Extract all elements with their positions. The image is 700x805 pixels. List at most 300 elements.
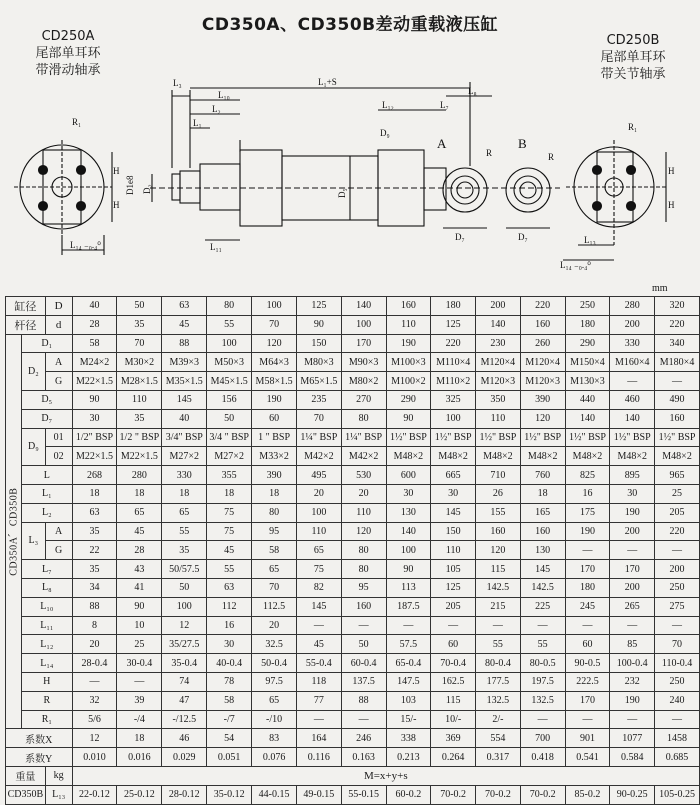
unit-label: mm [652, 283, 668, 294]
table-cell: 39 [117, 691, 162, 710]
table-cell: — [341, 616, 386, 635]
bore-cell: 250 [565, 297, 610, 316]
table-cell: 0.685 [655, 748, 700, 767]
drawing-label-a: A [437, 136, 447, 151]
row-key: D₉ [22, 428, 46, 466]
table-cell: 90 [386, 560, 431, 579]
table-cell: 1458 [655, 729, 700, 748]
table-cell: 140 [610, 409, 655, 428]
table-cell: 170 [610, 560, 655, 579]
table-row [6, 409, 700, 428]
table-cell: 18 [162, 484, 207, 503]
table-cell: 18 [72, 484, 117, 503]
table-cell: 45 [117, 522, 162, 541]
table-cell: 100 [162, 597, 207, 616]
table-cell: 190 [386, 334, 431, 353]
table-cell: 390 [520, 390, 565, 409]
table-cell: 35-0.12 [207, 785, 252, 804]
table-cell: 25 [117, 635, 162, 654]
table-cell: 132.5 [476, 691, 521, 710]
drawing-label-d2: D₂ [142, 184, 152, 194]
rod-cell: 28 [72, 315, 117, 334]
table-cell: 200 [610, 522, 655, 541]
table-cell: 74 [162, 672, 207, 691]
table-cell: 156 [207, 390, 252, 409]
row-key: R₁ [22, 710, 73, 729]
table-cell: 50 [162, 578, 207, 597]
table-cell: M120×3 [476, 372, 521, 391]
rod-header: 杆径 [6, 315, 46, 334]
table-cell: 60 [252, 409, 297, 428]
rod-cell: 35 [117, 315, 162, 334]
drawing-label-l1: L₁ [193, 118, 202, 128]
table-cell: 85-0.2 [565, 785, 610, 804]
table-cell: 60-0.4 [341, 654, 386, 673]
row-subkey: 02 [45, 447, 72, 466]
table-cell: 100 [207, 334, 252, 353]
table-cell: 0.163 [341, 748, 386, 767]
table-cell: 290 [565, 334, 610, 353]
table-row-weight [6, 766, 700, 785]
table-cell: M42×2 [341, 447, 386, 466]
table-cell: M42×2 [296, 447, 341, 466]
drawing-label-l12: L₁₂ [382, 100, 394, 110]
table-cell: 80 [341, 541, 386, 560]
table-row [6, 447, 700, 466]
table-cell: 90 [72, 390, 117, 409]
drawing-label-b: B [518, 136, 527, 151]
table-cell: — [476, 616, 521, 635]
table-cell: M30×2 [117, 353, 162, 372]
bore-cell: 160 [386, 297, 431, 316]
cd250a-desc2: 带滑动轴承 [35, 63, 101, 78]
table-cell: 45 [296, 635, 341, 654]
table-cell: 35 [117, 409, 162, 428]
table-cell: 22-0.12 [72, 785, 117, 804]
table-cell: 43 [117, 560, 162, 579]
table-cell: M48×2 [431, 447, 476, 466]
table-cell: — [565, 710, 610, 729]
drawing-label-d1e8: D1e8 [125, 175, 135, 195]
table-cell: 70-0.2 [476, 785, 521, 804]
table-cell: M22×1.5 [72, 372, 117, 391]
drawing-label-r1-left: R₁ [72, 117, 82, 127]
row-key: L₁₀ [22, 597, 73, 616]
table-cell: 700 [520, 729, 565, 748]
table-cell: 0.010 [72, 748, 117, 767]
table-cell: 895 [610, 466, 655, 485]
drawing-label-l2: L₂ [212, 104, 221, 114]
table-cell: 32.5 [252, 635, 297, 654]
table-cell: 22 [72, 541, 117, 560]
table-cell: 1½" BSP [386, 428, 431, 447]
table-cell: 100 [296, 503, 341, 522]
table-cell: 235 [296, 390, 341, 409]
row-key: L₁ [22, 484, 73, 503]
table-cell: M80×3 [296, 353, 341, 372]
table-cell: 147.5 [386, 672, 431, 691]
table-cell: 80 [252, 503, 297, 522]
table-cell: 177.5 [476, 672, 521, 691]
rod-cell: 125 [431, 315, 476, 334]
table-cell: 25-0.12 [117, 785, 162, 804]
row-key: D₇ [22, 409, 73, 428]
cd250b-desc2: 带关节轴承 [600, 67, 666, 82]
table-cell: 70 [252, 578, 297, 597]
table-cell: 28 [117, 541, 162, 560]
table-cell: — [610, 541, 655, 560]
bore-cell: 320 [655, 297, 700, 316]
table-cell: 155 [476, 503, 521, 522]
table-cell: 0.317 [476, 748, 521, 767]
table-row [6, 616, 700, 635]
table-cell: 18 [117, 729, 162, 748]
table-cell: 65 [117, 503, 162, 522]
table-cell: 0.418 [520, 748, 565, 767]
table-cell: 180 [565, 578, 610, 597]
table-cell: 60 [431, 635, 476, 654]
drawing-label-h-right-2: H [668, 200, 675, 210]
table-cell: 5/6 [72, 710, 117, 729]
table-cell: 460 [610, 390, 655, 409]
table-cell: 125 [431, 578, 476, 597]
table-cell: — [520, 616, 565, 635]
table-cell: 165 [520, 503, 565, 522]
table-cell: 3/4 " BSP [207, 428, 252, 447]
row-subkey: G [45, 372, 72, 391]
table-cell: 65 [252, 560, 297, 579]
table-row [6, 691, 700, 710]
table-cell: 1½" BSP [476, 428, 521, 447]
table-row [6, 503, 700, 522]
table-cell: 268 [72, 466, 117, 485]
table-cell: 55 [476, 635, 521, 654]
table-cell: 110 [476, 409, 521, 428]
table-cell: 35 [72, 522, 117, 541]
table-row [6, 353, 700, 372]
table-cell: 85 [610, 635, 655, 654]
table-cell: 40 [162, 409, 207, 428]
table-cell: 132.5 [520, 691, 565, 710]
table-cell: 10/- [431, 710, 476, 729]
drawing-label-l7: L₇ [440, 100, 449, 110]
rod-cell: 55 [207, 315, 252, 334]
rod-cell: 160 [520, 315, 565, 334]
table-row [6, 428, 700, 447]
drawing-label-r1-right: R₁ [628, 122, 638, 132]
table-cell: 80-0.4 [476, 654, 521, 673]
drawing-label-l11: L₁₁ [210, 242, 222, 252]
table-cell: 118 [296, 672, 341, 691]
table-cell: 250 [655, 672, 700, 691]
drawing-label-l3: L₃ [173, 78, 182, 88]
table-row-rod [6, 315, 700, 334]
table-cell: 230 [476, 334, 521, 353]
row-key: D₅ [22, 390, 73, 409]
table-cell: M120×4 [476, 353, 521, 372]
table-cell: 30-0.4 [117, 654, 162, 673]
table-cell: 12 [72, 729, 117, 748]
table-cell: 110 [431, 541, 476, 560]
weight-unit: kg [45, 766, 72, 785]
table-cell: 190 [252, 390, 297, 409]
table-cell: 3/4" BSP [162, 428, 207, 447]
drawing-label-h-right-1: H [668, 166, 675, 176]
table-cell: 65 [252, 691, 297, 710]
table-cell: 200 [610, 578, 655, 597]
rod-cell: 70 [252, 315, 297, 334]
table-cell: 1½" BSP [565, 428, 610, 447]
rod-cell: 110 [386, 315, 431, 334]
table-cell: 30 [72, 409, 117, 428]
table-cell: 80-0.5 [520, 654, 565, 673]
table-cell: 220 [655, 522, 700, 541]
table-cell: 600 [386, 466, 431, 485]
table-cell: 50 [341, 635, 386, 654]
weight-formula: M=x+y+s [72, 766, 699, 785]
table-cell: 1077 [610, 729, 655, 748]
table-cell: M22×1.5 [72, 447, 117, 466]
row-subkey: 01 [45, 428, 72, 447]
table-row [6, 334, 700, 353]
drawing-label-l1s: L₁+S [318, 77, 337, 87]
table-cell: 246 [341, 729, 386, 748]
table-cell: 205 [655, 503, 700, 522]
table-cell: 34 [72, 578, 117, 597]
table-cell: 8 [72, 616, 117, 635]
table-cell: 50-0.4 [252, 654, 297, 673]
rod-cell: 180 [565, 315, 610, 334]
table-cell: 44-0.15 [252, 785, 297, 804]
table-cell: 75 [207, 503, 252, 522]
table-cell: 30 [207, 635, 252, 654]
table-cell: M150×4 [565, 353, 610, 372]
table-cell: M120×3 [520, 372, 565, 391]
table-cell: M65×1.5 [296, 372, 341, 391]
table-cell: 18 [520, 484, 565, 503]
table-cell: -/4 [117, 710, 162, 729]
table-cell: 49-0.15 [296, 785, 341, 804]
bore-cell: 63 [162, 297, 207, 316]
table-cell: 1/2 " BSP [117, 428, 162, 447]
drawing-label-d7-b: D₇ [518, 232, 528, 242]
table-row-bore [6, 297, 700, 316]
table-cell: -/7 [207, 710, 252, 729]
table-cell: 58 [72, 334, 117, 353]
table-cell: M22×1.5 [117, 447, 162, 466]
table-cell: 35 [162, 541, 207, 560]
table-cell: 0.116 [296, 748, 341, 767]
table-cell: M180×4 [655, 353, 700, 372]
table-cell: 330 [162, 466, 207, 485]
table-cell: 137.5 [341, 672, 386, 691]
table-cell: M160×4 [610, 353, 655, 372]
table-cell: 0.541 [565, 748, 610, 767]
table-cell: — [386, 616, 431, 635]
table-cell: 110 [117, 390, 162, 409]
cd250b-model: CD250B [606, 33, 660, 48]
table-cell: 142.5 [520, 578, 565, 597]
table-cell: 63 [72, 503, 117, 522]
rod-cell: 100 [341, 315, 386, 334]
table-cell: 260 [520, 334, 565, 353]
table-cell: M24×2 [72, 353, 117, 372]
table-row [6, 560, 700, 579]
table-cell: 80 [341, 409, 386, 428]
table-cell: 60 [565, 635, 610, 654]
bore-symbol: D [45, 297, 72, 316]
table-cell: 170 [341, 334, 386, 353]
drawing-label-d5: D₅ [337, 188, 347, 198]
row-subkey: A [45, 522, 72, 541]
table-cell: 250 [655, 578, 700, 597]
table-cell: 1½" BSP [431, 428, 476, 447]
drawing-label-l10: L₁₀ [218, 90, 230, 100]
table-cell: 105 [431, 560, 476, 579]
table-cell: — [520, 710, 565, 729]
table-cell: 30 [610, 484, 655, 503]
table-cell: 1 " BSP [252, 428, 297, 447]
drawing-label-h-left-1: H [113, 166, 120, 176]
table-cell: 40-0.4 [207, 654, 252, 673]
table-cell: 130 [386, 503, 431, 522]
bore-cell: 100 [252, 297, 297, 316]
table-cell: — [296, 710, 341, 729]
rod-cell: 220 [655, 315, 700, 334]
table-cell: 200 [655, 560, 700, 579]
bore-cell: 125 [296, 297, 341, 316]
drawing-label-l14-right: L₁₄ ₋₀.₄⁰ [560, 260, 591, 270]
table-cell: 95 [252, 522, 297, 541]
table-cell: 90-0.25 [610, 785, 655, 804]
table-cell: — [610, 710, 655, 729]
table-cell: 70 [296, 409, 341, 428]
drawing-label-l14-left: L₁₄ ₋₀.₄⁰ [70, 240, 101, 250]
table-cell: 15/- [386, 710, 431, 729]
table-cell: 70-0.2 [431, 785, 476, 804]
table-cell: 0.016 [117, 748, 162, 767]
row-key: H [22, 672, 73, 691]
table-cell: 215 [476, 597, 521, 616]
table-cell: 665 [431, 466, 476, 485]
table-cell: 120 [252, 334, 297, 353]
table-cell: M48×2 [565, 447, 610, 466]
table-cell: M58×1.5 [252, 372, 297, 391]
rod-cell: 90 [296, 315, 341, 334]
table-cell: 440 [565, 390, 610, 409]
table-cell: 110 [296, 522, 341, 541]
weight-label: 重量 [6, 766, 46, 785]
table-cell: 58 [207, 691, 252, 710]
table-cell: 97.5 [252, 672, 297, 691]
table-cell: 20 [296, 484, 341, 503]
table-cell: 240 [655, 691, 700, 710]
cd250a-desc1: 尾部单耳环 [35, 46, 101, 61]
table-cell: 110-0.4 [655, 654, 700, 673]
table-cell: 88 [341, 691, 386, 710]
row-key: D₂ [22, 353, 46, 391]
table-cell: 115 [431, 691, 476, 710]
row-key: L₇ [22, 560, 73, 579]
table-cell: 1½" BSP [520, 428, 565, 447]
table-cell: 88 [72, 597, 117, 616]
table-cell: — [655, 372, 700, 391]
table-cell: 50/57.5 [162, 560, 207, 579]
table-row [6, 710, 700, 729]
table-cell: M48×2 [610, 447, 655, 466]
table-cell: 20 [72, 635, 117, 654]
table-cell: 0.213 [386, 748, 431, 767]
bore-cell: 50 [117, 297, 162, 316]
table-cell: 75 [296, 560, 341, 579]
table-cell: 90 [117, 597, 162, 616]
table-cell: M48×2 [655, 447, 700, 466]
table-cell: 160 [520, 522, 565, 541]
rod-cell: 45 [162, 315, 207, 334]
table-cell: M130×3 [565, 372, 610, 391]
table-cell: M27×2 [207, 447, 252, 466]
table-cell: M100×3 [386, 353, 431, 372]
table-cell: 490 [655, 390, 700, 409]
table-row [6, 541, 700, 560]
table-cell: -/12.5 [162, 710, 207, 729]
row-key: L₁₁ [22, 616, 73, 635]
table-row [6, 748, 700, 767]
table-cell: 2/- [476, 710, 521, 729]
table-cell: 145 [296, 597, 341, 616]
table-cell: — [610, 616, 655, 635]
table-cell: 130 [520, 541, 565, 560]
table-cell: — [655, 710, 700, 729]
table-cell: 54 [207, 729, 252, 748]
page-title: CD350A、CD350B差动重载液压缸 [201, 15, 499, 35]
rod-cell: 200 [610, 315, 655, 334]
table-cell: 275 [655, 597, 700, 616]
row-key: L₈ [22, 578, 73, 597]
table-cell: 65 [162, 503, 207, 522]
table-cell: 55-0.15 [341, 785, 386, 804]
table-cell: 170 [565, 691, 610, 710]
table-cell: M28×1.5 [117, 372, 162, 391]
table-row [6, 672, 700, 691]
row-key: 系数X [6, 729, 73, 748]
drawing-label-d7-a: D₇ [455, 232, 465, 242]
table-cell: 245 [565, 597, 610, 616]
table-cell: M64×3 [252, 353, 297, 372]
table-cell: 35 [72, 560, 117, 579]
bore-cell: 180 [431, 297, 476, 316]
table-cell: 12 [162, 616, 207, 635]
table-cell: 0.264 [431, 748, 476, 767]
spec-table [5, 296, 700, 805]
table-cell: 280 [117, 466, 162, 485]
table-cell: 495 [296, 466, 341, 485]
table-row [6, 635, 700, 654]
table-cell: 90-0.5 [565, 654, 610, 673]
table-cell: M45×1.5 [207, 372, 252, 391]
table-row [6, 484, 700, 503]
table-cell: 760 [520, 466, 565, 485]
rod-symbol: d [45, 315, 72, 334]
cd250b-desc1: 尾部单耳环 [600, 50, 666, 65]
drawing-label-d9: D₉ [380, 128, 390, 138]
table-cell: 205 [431, 597, 476, 616]
table-cell: 0.076 [252, 748, 297, 767]
table-cell: 142.5 [476, 578, 521, 597]
table-cell: 0.584 [610, 748, 655, 767]
table-cell: — [341, 710, 386, 729]
table-cell: 1½" BSP [655, 428, 700, 447]
